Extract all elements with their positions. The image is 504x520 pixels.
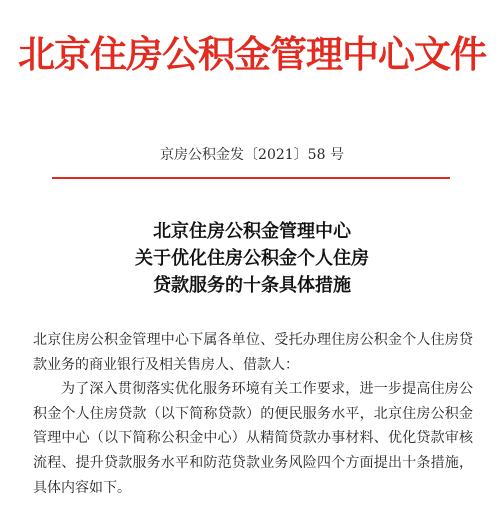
document-title	[0, 218, 504, 299]
document-title-line-2: 关于优化住房公积金个人住房	[135, 248, 369, 269]
red-divider-line	[52, 177, 450, 179]
addressee-paragraph: 北京住房公积金管理中心下属各单位、受托办理住房公积金个人住房贷款业务的商业银行及相关售房人、借款人：	[33, 332, 473, 373]
document-body	[33, 328, 473, 500]
document-number: 京房公积金发〔2021〕58 号	[160, 147, 344, 163]
document-header-title: 北京住房公积金管理中心文件	[18, 32, 486, 76]
body-paragraph-1: 为了深入贯彻落实优化服务环境有关工作要求，进一步提高住房公积金个人住房贷款（以下简称贷款）的便民服务水平，北京住房公积金管理中心（以下简称公积金中心）从精简贷款办事材料、优化贷款审核流程、提升贷款服务水平和防范贷款业务风险四个方面提出十条措施，具体内容如下。	[33, 381, 473, 496]
document-title-line-1: 北京住房公积金管理中心	[153, 221, 351, 242]
document-title-line-3: 贷款服务的十条具体措施	[153, 275, 351, 296]
